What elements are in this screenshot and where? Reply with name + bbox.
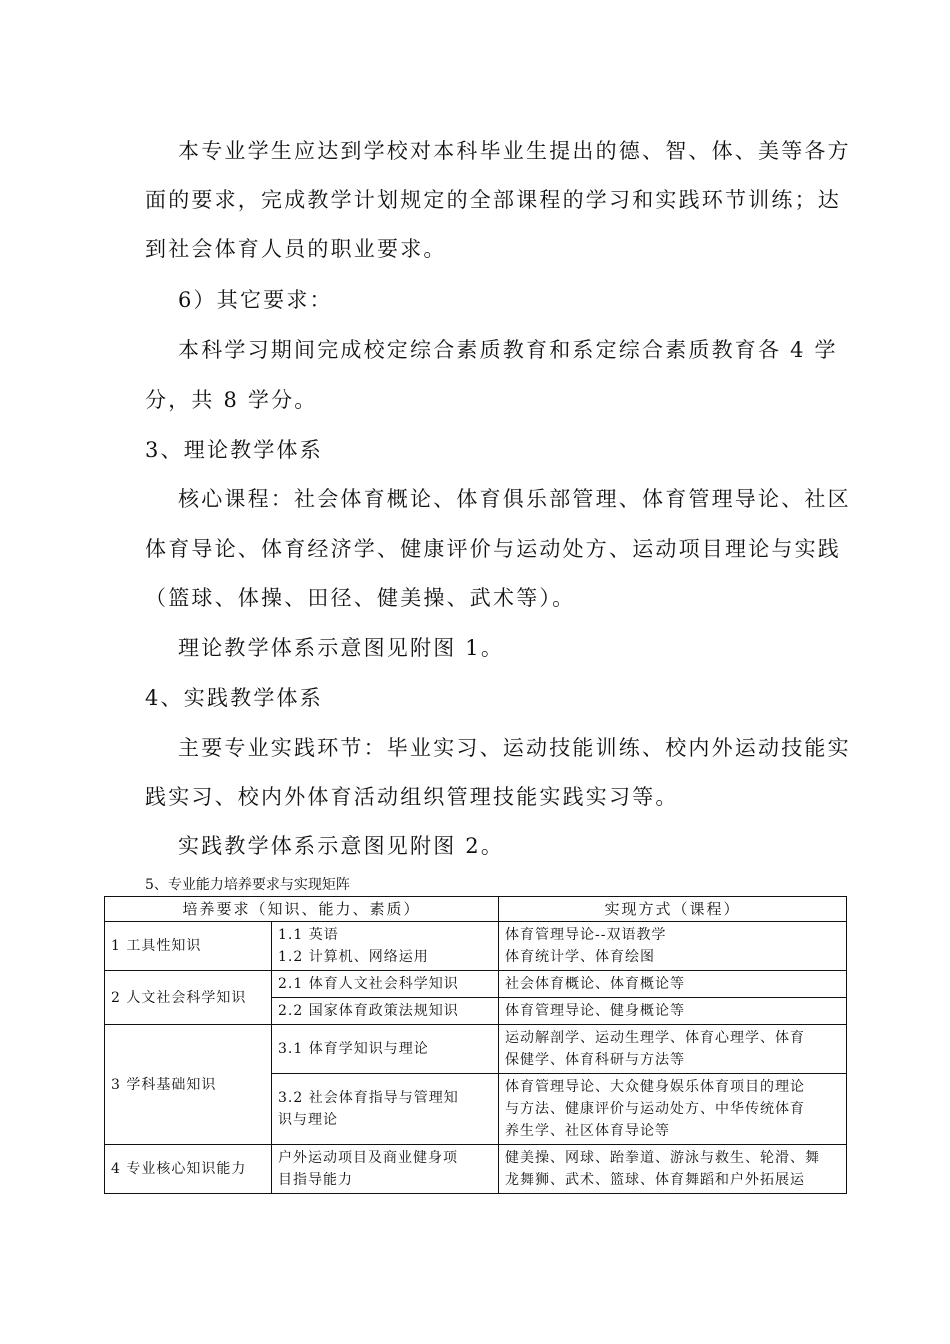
- cell-line: 体育管理导论、大众健身娱乐体育项目的理论: [505, 1079, 806, 1095]
- paragraph-line: 核心课程：社会体育概论、体育俱乐部管理、体育管理导论、社区: [178, 487, 851, 511]
- cell-line: 体育管理导论--双语教学: [505, 927, 667, 943]
- cell-line: 目指导能力: [278, 1172, 353, 1188]
- paragraph-line: 本科学习期间完成校定综合素质教育和系定综合素质教育各 4 学: [178, 338, 838, 362]
- course-cell: [499, 1074, 847, 1145]
- cell-line: 识与理论: [278, 1112, 338, 1128]
- course-cell: [499, 1145, 847, 1194]
- table-row: [105, 922, 847, 971]
- paragraph-line: 主要专业实践环节：毕业实习、运动技能训练、校内外运动技能实: [178, 736, 851, 760]
- paragraph-line: 到社会体育人员的职业要求。: [145, 237, 447, 261]
- cell-line: 体育统计学、体育绘图: [505, 949, 656, 965]
- cell-line: 户外运动项目及商业健身项: [278, 1150, 458, 1166]
- course-cell: 体育管理导论、健身概论等: [499, 998, 847, 1025]
- requirement-cell: [272, 1145, 499, 1194]
- cell-line: 健美操、网球、跆拳道、游泳与救生、轮滑、舞: [505, 1150, 821, 1166]
- paragraph-line: 本专业学生应达到学校对本科毕业生提出的德、智、体、美等各方: [178, 139, 851, 163]
- cell-line: 保健学、体育科研与方法等: [505, 1052, 686, 1068]
- course-cell: 社会体育概论、体育概论等: [499, 971, 847, 998]
- table-header-row: [105, 897, 847, 922]
- header-requirement: 培养要求（知识、能力、素质）: [105, 897, 499, 922]
- requirement-cell: 2.1 体育人文社会科学知识: [272, 971, 499, 998]
- cell-line: 1.1 英语: [278, 927, 339, 943]
- paragraph-line: 践实习、校内外体育活动组织管理技能实践实习等。: [145, 785, 679, 809]
- paragraph-line: 面的要求，完成教学计划规定的全部课程的学习和实践环节训练；达: [145, 188, 841, 212]
- section-heading: 4、实践教学体系: [145, 686, 323, 710]
- table-row: [105, 1025, 847, 1074]
- ability-matrix-table: [104, 896, 847, 1194]
- category-cell: 2 人文社会科学知识: [105, 971, 272, 1025]
- requirement-cell: [272, 1074, 499, 1145]
- paragraph-line: 实践教学体系示意图见附图 2。: [178, 834, 505, 858]
- section-heading: 3、理论教学体系: [145, 438, 323, 462]
- category-cell: 1 工具性知识: [105, 922, 272, 971]
- cell-line: 1.2 计算机、网络运用: [278, 949, 429, 965]
- paragraph-line: （篮球、体操、田径、健美操、武术等）。: [145, 586, 576, 610]
- section-heading: 6）其它要求：: [178, 288, 333, 312]
- header-implementation: 实现方式（课程）: [499, 897, 847, 922]
- requirement-cell: 3.1 体育学知识与理论: [272, 1025, 499, 1074]
- table-title: 5、专业能力培养要求与实现矩阵: [145, 877, 350, 893]
- cell-line: 运动解剖学、运动生理学、体育心理学、体育: [505, 1030, 806, 1046]
- course-cell: [499, 1025, 847, 1074]
- table-row: [105, 971, 847, 998]
- cell-line: 3.2 社会体育指导与管理知: [278, 1090, 459, 1106]
- requirement-cell: [272, 922, 499, 971]
- paragraph-line: 理论教学体系示意图见附图 1。: [178, 636, 505, 660]
- cell-line: 龙舞狮、武术、篮球、体育舞蹈和户外拓展运: [505, 1172, 806, 1188]
- requirement-cell: 2.2 国家体育政策法规知识: [272, 998, 499, 1025]
- paragraph-line: 体育导论、体育经济学、健康评价与运动处方、运动项目理论与实践: [145, 537, 841, 561]
- course-cell: [499, 922, 847, 971]
- category-cell: 4 专业核心知识能力: [105, 1145, 272, 1194]
- paragraph-line: 分，共 8 学分。: [145, 388, 318, 412]
- table-row: [105, 1145, 847, 1194]
- cell-line: 养生学、社区体育导论等: [505, 1123, 671, 1139]
- category-cell: 3 学科基础知识: [105, 1025, 272, 1145]
- cell-line: 与方法、健康评价与运动处方、中华传统体育: [505, 1101, 806, 1117]
